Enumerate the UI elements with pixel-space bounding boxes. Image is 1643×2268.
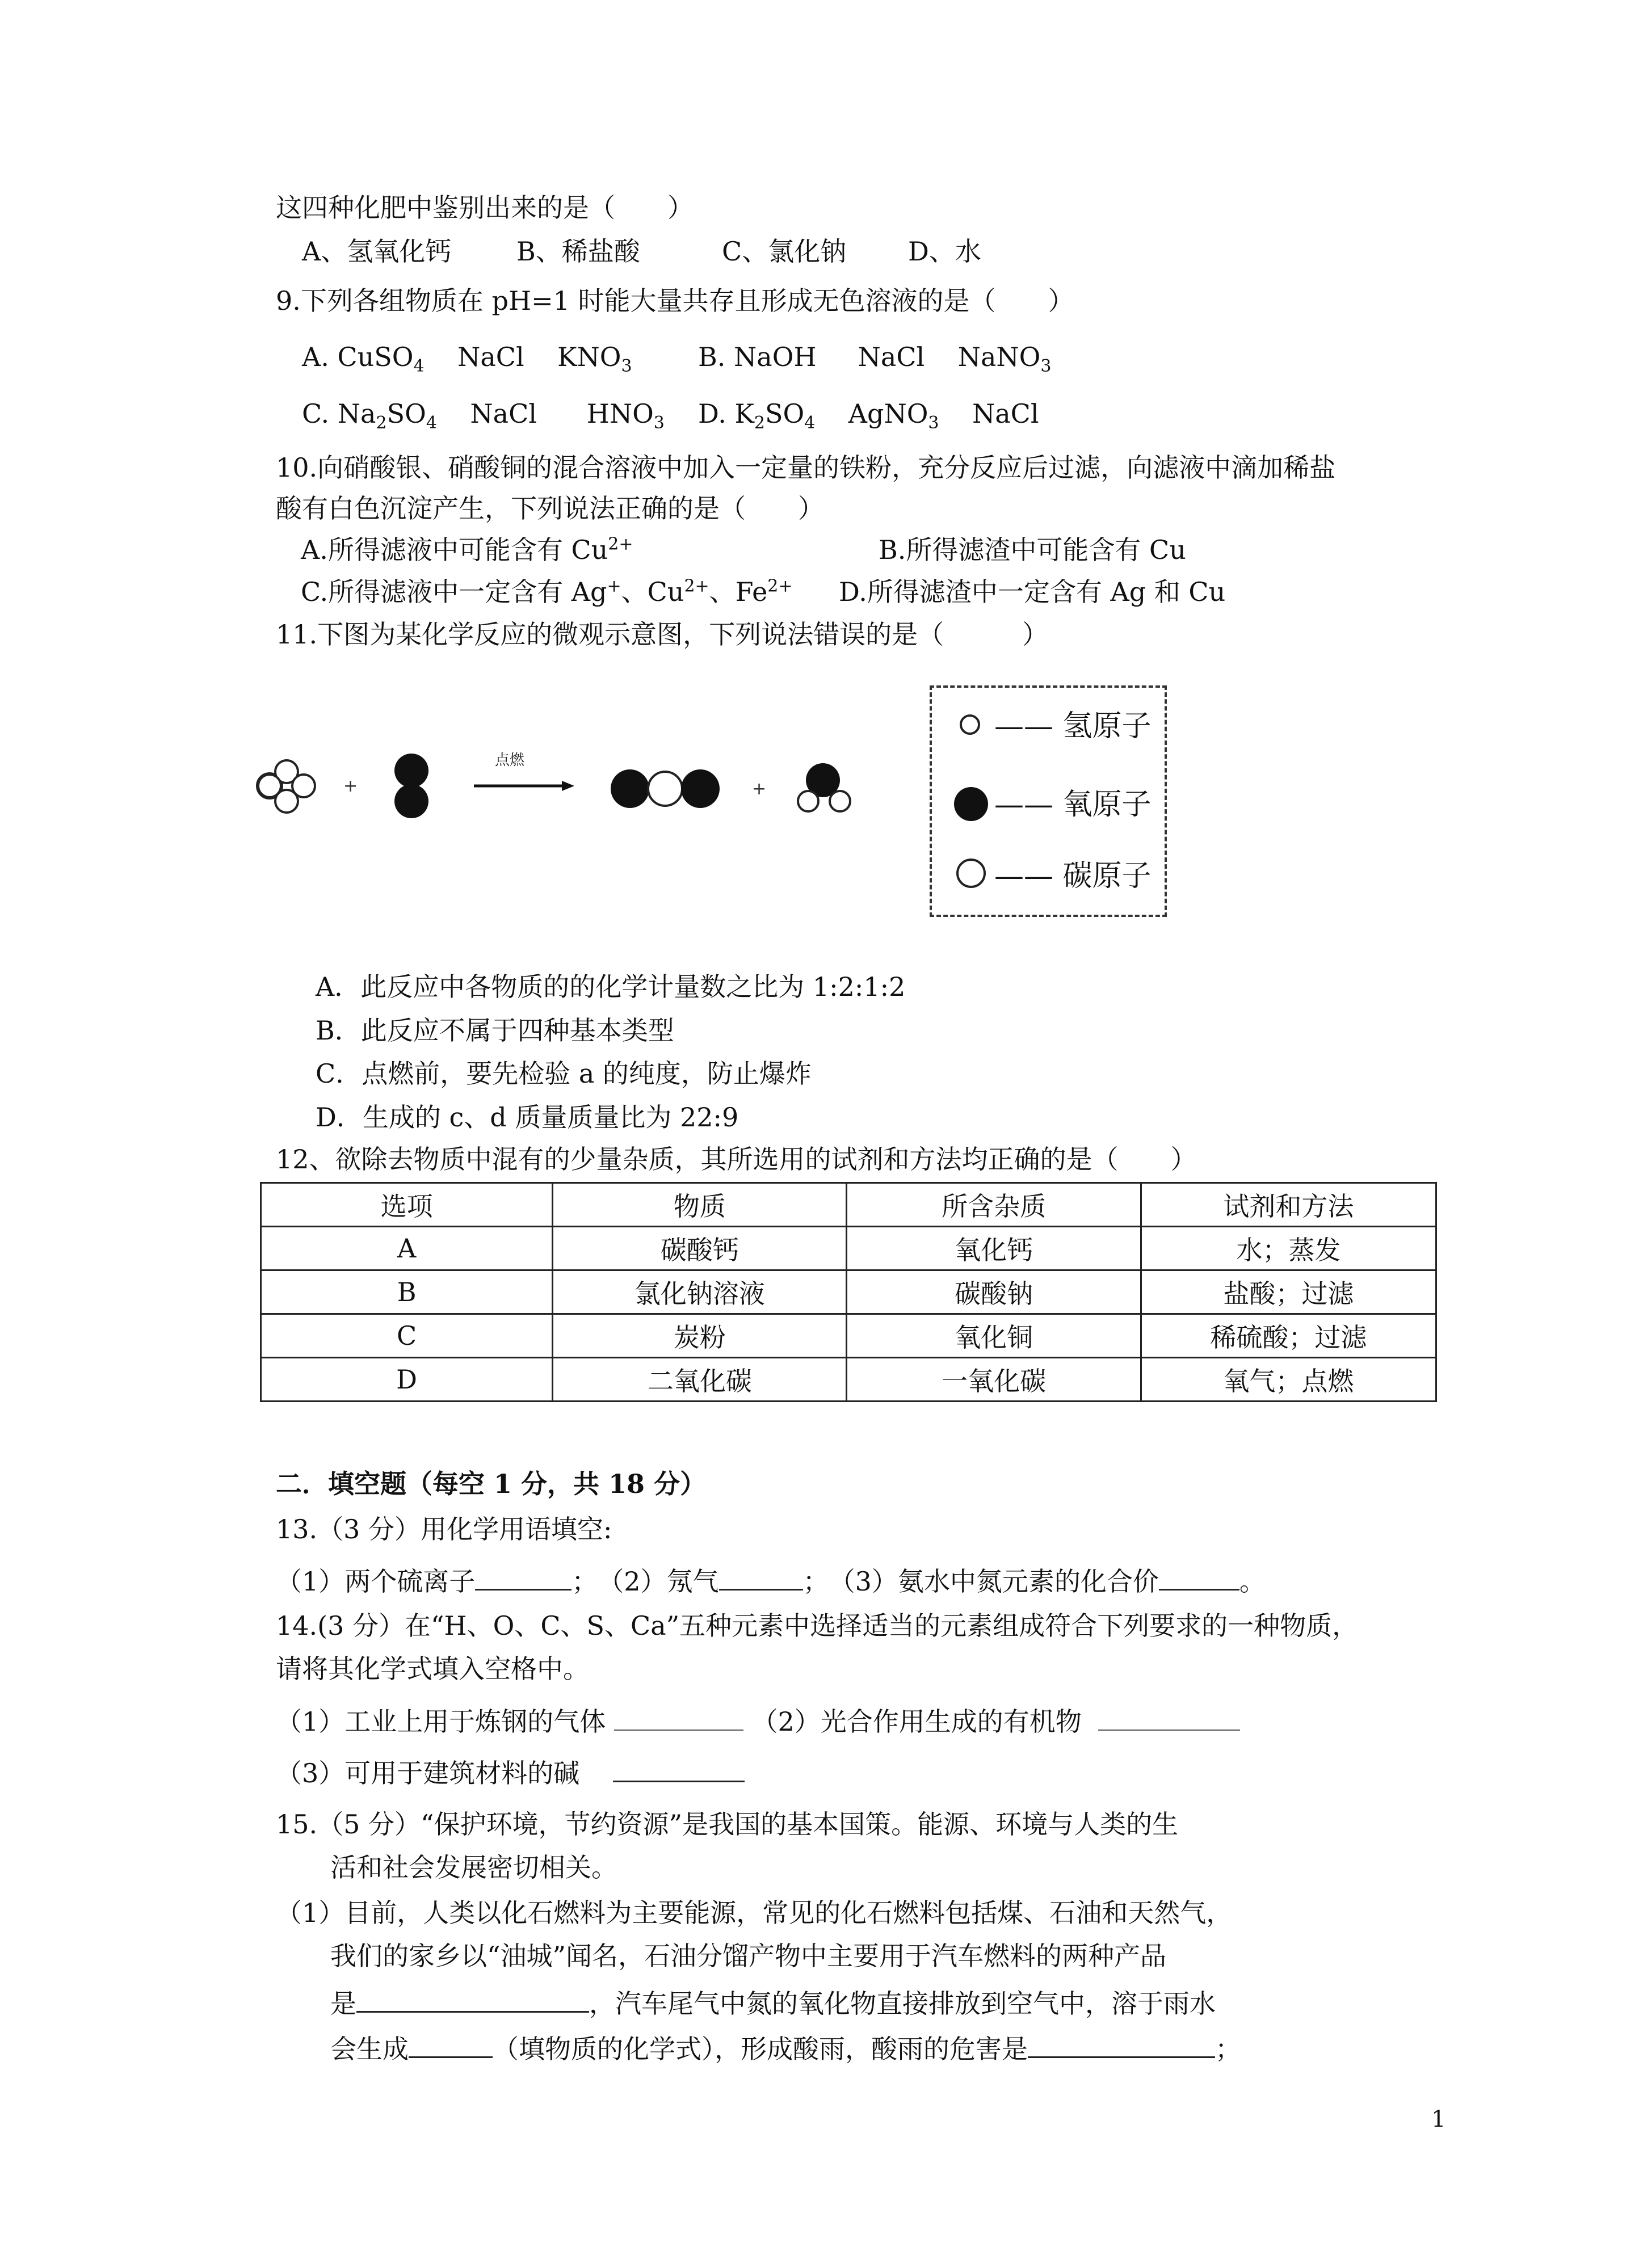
q10-c-text1: C.所得滤液中一定含有 Ag xyxy=(301,577,607,607)
q15-line3a: 是 xyxy=(330,1988,356,2019)
q10-stem-line2: 酸有白色沉淀产生，下列说法正确的是（ ） xyxy=(276,493,824,524)
q9-b-label: B. xyxy=(698,342,726,372)
q8-option-c: C、氯化钠 xyxy=(722,236,847,267)
oxygen-molecule xyxy=(394,754,428,818)
q14-row2 xyxy=(276,1758,745,1789)
q10-option-b: B.所得滤渣中可能含有 Cu xyxy=(879,535,1186,565)
table-cell: 稀硫酸；过滤 xyxy=(1141,1314,1436,1358)
plus-sign-1: + xyxy=(343,776,358,796)
q10-stem-line1: 10.向硝酸银、硝酸铜的混合溶液中加入一定量的铁粉，充分反应后过滤，向滤液中滴加稀盐 xyxy=(276,452,1336,483)
q14-part3: （3）可用于建筑材料的碱 xyxy=(276,1758,580,1789)
q8-stem: 这四种化肥中鉴别出来的是（ ） xyxy=(276,192,694,223)
q13-blank-1[interactable] xyxy=(475,1566,572,1590)
q9-option-b: B. NaOH NaCl NaNO$_3$ xyxy=(698,342,1052,377)
q15-line3b: ，汽车尾气中氮的氧化物直接排放到空气中，溶于雨水 xyxy=(589,1988,1216,2019)
q13-blank-2[interactable] xyxy=(719,1566,803,1590)
q14-blank-2[interactable] xyxy=(1098,1707,1240,1731)
table-cell: 一氧化碳 xyxy=(847,1358,1141,1402)
table-cell: B xyxy=(261,1270,553,1314)
arrow-label: 点燃 xyxy=(495,752,525,769)
q10-c-charge3: 2+ xyxy=(767,576,793,596)
q15-p1-line3 xyxy=(330,1988,1216,2017)
table-header-cell: 选项 xyxy=(261,1183,553,1227)
table-cell: A xyxy=(261,1227,553,1270)
q15-line4c: ； xyxy=(1215,2034,1241,2064)
water-molecule xyxy=(798,763,850,811)
q9-option-d: D. $K_2SO_4$ AgNO$_3$ NaCl xyxy=(698,398,1039,434)
q15-blank-2[interactable] xyxy=(409,2034,493,2058)
table-header-cell: 所含杂质 xyxy=(847,1183,1141,1227)
q12-stem: 12、欲除去物质中混有的少量杂质，其所选用的试剂和方法均正确的是（ ） xyxy=(276,1144,1197,1175)
q14-blank-1[interactable] xyxy=(614,1707,743,1731)
q15-p1-line4 xyxy=(330,2034,1241,2062)
table-cell: 氧气；点燃 xyxy=(1141,1358,1436,1402)
carbon-atom-icon xyxy=(953,856,989,891)
table-header-cell: 试剂和方法 xyxy=(1141,1183,1436,1227)
q9-a-label: A. xyxy=(302,342,329,372)
table-cell: 氯化钠溶液 xyxy=(553,1270,847,1314)
q11-option-b: B．此反应不属于四种基本类型 xyxy=(316,1015,674,1046)
table-cell: 炭粉 xyxy=(553,1314,847,1358)
q10-a-charge: 2+ xyxy=(608,534,633,554)
table-cell: 氧化钙 xyxy=(847,1227,1141,1270)
table-cell: 碳酸钠 xyxy=(847,1270,1141,1314)
q9-c-label: C. xyxy=(302,398,330,429)
q11-option-a: A．此反应中各物质的的化学计量数之比为 1:2:1:2 xyxy=(316,971,906,1002)
q15-blank-1[interactable] xyxy=(356,1988,589,2013)
q14-part1: （1）工业上用于炼钢的气体 xyxy=(276,1706,606,1737)
q12-table xyxy=(260,1182,1437,1402)
q14-stem-line1: 14.(3 分）在“H、O、C、S、Ca”五种元素中选择适当的元素组成符合下列要求的一种物质， xyxy=(276,1610,1359,1641)
q10-c-charge2: 2+ xyxy=(684,576,709,596)
section-title: 二．填空题（每空 1 分，共 18 分） xyxy=(276,1468,707,1499)
q11-option-c: C．点燃前，要先检验 a 的纯度，防止爆炸 xyxy=(316,1058,812,1089)
q15-p1-line1: （1）目前，人类以化石燃料为主要能源，常见的化石燃料包括煤、石油和天然气， xyxy=(276,1897,1233,1928)
carbon-dioxide-molecule xyxy=(611,769,720,808)
q13-blank-3[interactable] xyxy=(1159,1566,1239,1590)
table-cell: 水；蒸发 xyxy=(1141,1227,1436,1270)
q9-option-c: C. $Na_2SO_4$ NaCl $HNO_3$ xyxy=(302,398,665,434)
q13-part3: ； （3）氨水中氮元素的化合价 xyxy=(802,1566,1159,1597)
legend-hydrogen: —— 氢原子 xyxy=(994,709,1152,743)
q10-option-c xyxy=(301,576,793,607)
q9-d-label: D. xyxy=(698,398,726,429)
table-cell: 氧化铜 xyxy=(847,1314,1141,1358)
page-number: 1 xyxy=(1431,2106,1446,2132)
table-cell: 盐酸；过滤 xyxy=(1141,1270,1436,1314)
table-header-row xyxy=(261,1183,1436,1227)
reaction-arrow-icon xyxy=(474,781,574,791)
table-row xyxy=(261,1270,1436,1314)
q9-stem: 9.下列各组物质在 pH=1 时能大量共存且形成无色溶液的是（ ） xyxy=(276,285,1074,316)
table-row xyxy=(261,1227,1436,1270)
q11-stem: 11.下图为某化学反应的微观示意图，下列说法错误的是（ ） xyxy=(276,619,1049,650)
table-row xyxy=(261,1358,1436,1402)
q13-stem: 13.（3 分）用化学用语填空: xyxy=(276,1514,612,1545)
q10-option-d: D.所得滤渣中一定含有 Ag 和 Cu xyxy=(839,577,1226,607)
oxygen-atom-icon xyxy=(951,784,991,824)
q14-blank-3[interactable] xyxy=(613,1758,745,1782)
q13-part1: （1）两个硫离子 xyxy=(276,1566,476,1597)
table-cell: D xyxy=(261,1358,553,1402)
q15-stem-line1: 15.（5 分）“保护环境，节约资源”是我国的基本国策。能源、环境与人类的生 xyxy=(276,1809,1179,1840)
legend-carbon: —— 碳原子 xyxy=(994,859,1152,893)
q13-part4: 。 xyxy=(1239,1566,1266,1597)
hydrogen-atom-icon xyxy=(956,710,984,739)
q10-c-charge1: + xyxy=(607,576,621,596)
q8-option-a: A、氢氧化钙 xyxy=(302,236,452,267)
q9-option-a: A. CuSO$_4$ NaCl $KNO_3$ xyxy=(302,342,632,377)
q14-part2: （2）光合作用生成的有机物 xyxy=(751,1706,1082,1737)
table-cell: 碳酸钙 xyxy=(553,1227,847,1270)
q8-option-d: D、水 xyxy=(908,236,981,267)
table-cell: C xyxy=(261,1314,553,1358)
q14-stem-line2: 请将其化学式填入空格中。 xyxy=(276,1653,589,1684)
table-cell: 二氧化碳 xyxy=(553,1358,847,1402)
q15-p1-line2: 我们的家乡以“油城”闻名，石油分馏产物中主要用于汽车燃料的两种产品 xyxy=(330,1941,1167,1971)
q11-option-d: D．生成的 c、d 质量质量比为 22:9 xyxy=(316,1102,739,1133)
q10-c-text3: 、Fe xyxy=(709,577,768,607)
q8-option-b: B、稀盐酸 xyxy=(516,236,640,267)
methane-molecule xyxy=(257,760,315,813)
plus-sign-2: + xyxy=(752,779,767,799)
q14-row1 xyxy=(276,1707,1240,1735)
q10-a-text: A.所得滤液中可能含有 Cu xyxy=(301,535,608,565)
q13-parts xyxy=(276,1566,1266,1597)
legend-oxygen: —— 氧原子 xyxy=(994,788,1152,822)
q15-line4a: 会生成 xyxy=(330,2034,409,2064)
q10-c-text2: 、Cu xyxy=(621,577,684,607)
q15-stem-line2: 活和社会发展密切相关。 xyxy=(330,1852,617,1883)
q15-line4b: （填物质的化学式），形成酸雨，酸雨的危害是 xyxy=(493,2034,1028,2064)
q13-part2: ； （2）氖气 xyxy=(572,1566,719,1597)
table-header-cell: 物质 xyxy=(553,1183,847,1227)
reaction-diagram xyxy=(238,732,919,845)
atom-legend xyxy=(930,685,1167,917)
q15-blank-3[interactable] xyxy=(1028,2034,1215,2058)
q10-option-a xyxy=(301,534,633,565)
table-row xyxy=(261,1314,1436,1358)
